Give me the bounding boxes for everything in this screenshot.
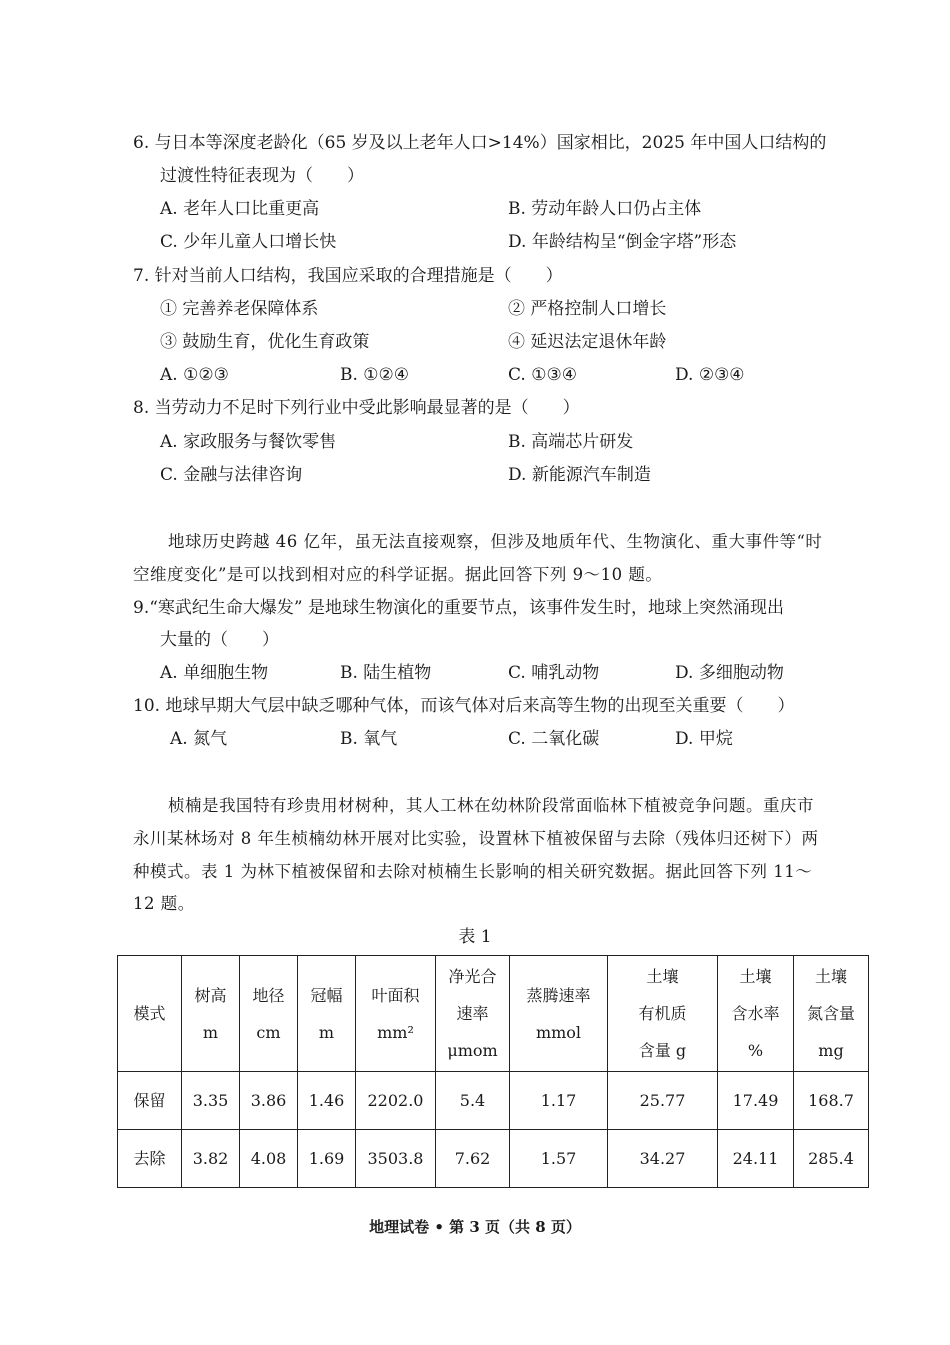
q7-option-c: C. ①③④ [508,365,577,385]
q9-option-a: A. 单细胞生物 [160,663,269,683]
table-cell: 3.86 [240,1072,298,1130]
header-cell: 土壤 含水率 % [718,956,794,1072]
passage1-line1: 地球历史跨越 46 亿年，虽无法直接观察，但涉及地质年代、生物演化、重大事件等“时 [168,532,823,551]
header-cell: 冠幅 m [298,956,356,1072]
table-cell: 17.49 [718,1072,794,1130]
q7-item-3: ③ 鼓励生育，优化生育政策 [160,332,370,352]
q6-option-a: A. 老年人口比重更高 [160,199,320,219]
q9-option-d: D. 多细胞动物 [675,663,784,683]
q6-stem-line2: 过渡性特征表现为（ ） [160,166,364,186]
q7-item-1: ① 完善养老保障体系 [160,299,319,319]
header-cell: 模式 [118,956,182,1072]
q9-option-c: C. 哺乳动物 [508,663,600,683]
q7-stem: 7. 针对当前人口结构，我国应采取的合理措施是（ ） [133,266,563,286]
header-cell: 净光合 速率 μmom [436,956,510,1072]
header-cell: 树高 m [182,956,240,1072]
q7-item-2: ② 严格控制人口增长 [508,299,667,319]
page-footer: 地理试卷 • 第 3 页（共 8 页） [369,1218,581,1236]
table-row [118,1072,869,1130]
table-cell: 1.17 [510,1072,608,1130]
header-cell: 叶面积 mm² [356,956,436,1072]
table-cell: 25.77 [608,1072,718,1130]
q7-option-a: A. ①②③ [160,365,229,385]
q9-stem-line2: 大量的（ ） [160,630,279,650]
q10-option-d: D. 甲烷 [675,729,733,749]
q7-option-d: D. ②③④ [675,365,745,385]
q8-option-c: C. 金融与法律咨询 [160,465,303,485]
q8-stem: 8. 当劳动力不足时下列行业中受此影响最显著的是（ ） [133,398,580,418]
table-cell: 24.11 [718,1130,794,1188]
table-cell: 3.82 [182,1130,240,1188]
passage1-line2: 空维度变化”是可以找到相对应的科学证据。据此回答下列 9～10 题。 [133,565,663,584]
table-header-row [118,956,869,1072]
q9-option-b: B. 陆生植物 [340,663,432,683]
q9-stem-line1: 9.“寒武纪生命大爆发” 是地球生物演化的重要节点，该事件发生时，地球上突然涌现出 [133,598,785,618]
table-cell: 5.4 [436,1072,510,1130]
table-cell: 1.57 [510,1130,608,1188]
table-cell: 1.46 [298,1072,356,1130]
table-cell: 去除 [118,1130,182,1188]
header-cell: 土壤 氮含量 mg [794,956,869,1072]
q10-option-b: B. 氧气 [340,729,398,749]
table-cell: 34.27 [608,1130,718,1188]
q8-option-d: D. 新能源汽车制造 [508,465,651,485]
table-cell: 2202.0 [356,1072,436,1130]
data-table [117,955,869,1188]
q7-option-b: B. ①②④ [340,365,410,385]
q10-stem: 10. 地球早期大气层中缺乏哪种气体，而该气体对后来高等生物的出现至关重要（ ） [133,696,795,716]
passage2-line4: 12 题。 [133,894,195,913]
header-cell: 土壤 有机质 含量 g [608,956,718,1072]
passage2-line3: 种模式。表 1 为林下植被保留和去除对桢楠生长影响的相关研究数据。据此回答下列 11～ [133,862,813,881]
table-cell: 285.4 [794,1130,869,1188]
passage2-line2: 永川某林场对 8 年生桢楠幼林开展对比实验，设置林下植被保留与去除（残体归还树下）两 [133,829,819,848]
table-cell: 4.08 [240,1130,298,1188]
table-row [118,1130,869,1188]
table-cell: 7.62 [436,1130,510,1188]
table-cell: 3503.8 [356,1130,436,1188]
q7-item-4: ④ 延迟法定退休年龄 [508,332,667,352]
q8-option-a: A. 家政服务与餐饮零售 [160,432,337,452]
table-cell: 3.35 [182,1072,240,1130]
q6-option-c: C. 少年儿童人口增长快 [160,232,337,252]
q10-option-a: A. 氮气 [170,729,228,749]
table-caption: 表 1 [458,927,492,947]
q8-option-b: B. 高端芯片研发 [508,432,634,452]
table-cell: 保留 [118,1072,182,1130]
q6-option-b: B. 劳动年龄人口仍占主体 [508,199,702,219]
q10-option-c: C. 二氧化碳 [508,729,600,749]
table-cell: 1.69 [298,1130,356,1188]
q6-stem-line1: 6. 与日本等深度老龄化（65 岁及以上老年人口>14%）国家相比，2025 年中国人口结构的 [133,133,827,153]
passage2-line1: 桢楠是我国特有珍贵用材树种，其人工林在幼林阶段常面临林下植被竞争问题。重庆市 [168,796,814,815]
q6-option-d: D. 年龄结构呈“倒金字塔”形态 [508,232,737,252]
table-cell: 168.7 [794,1072,869,1130]
header-cell: 地径 cm [240,956,298,1072]
header-cell: 蒸腾速率 mmol [510,956,608,1072]
